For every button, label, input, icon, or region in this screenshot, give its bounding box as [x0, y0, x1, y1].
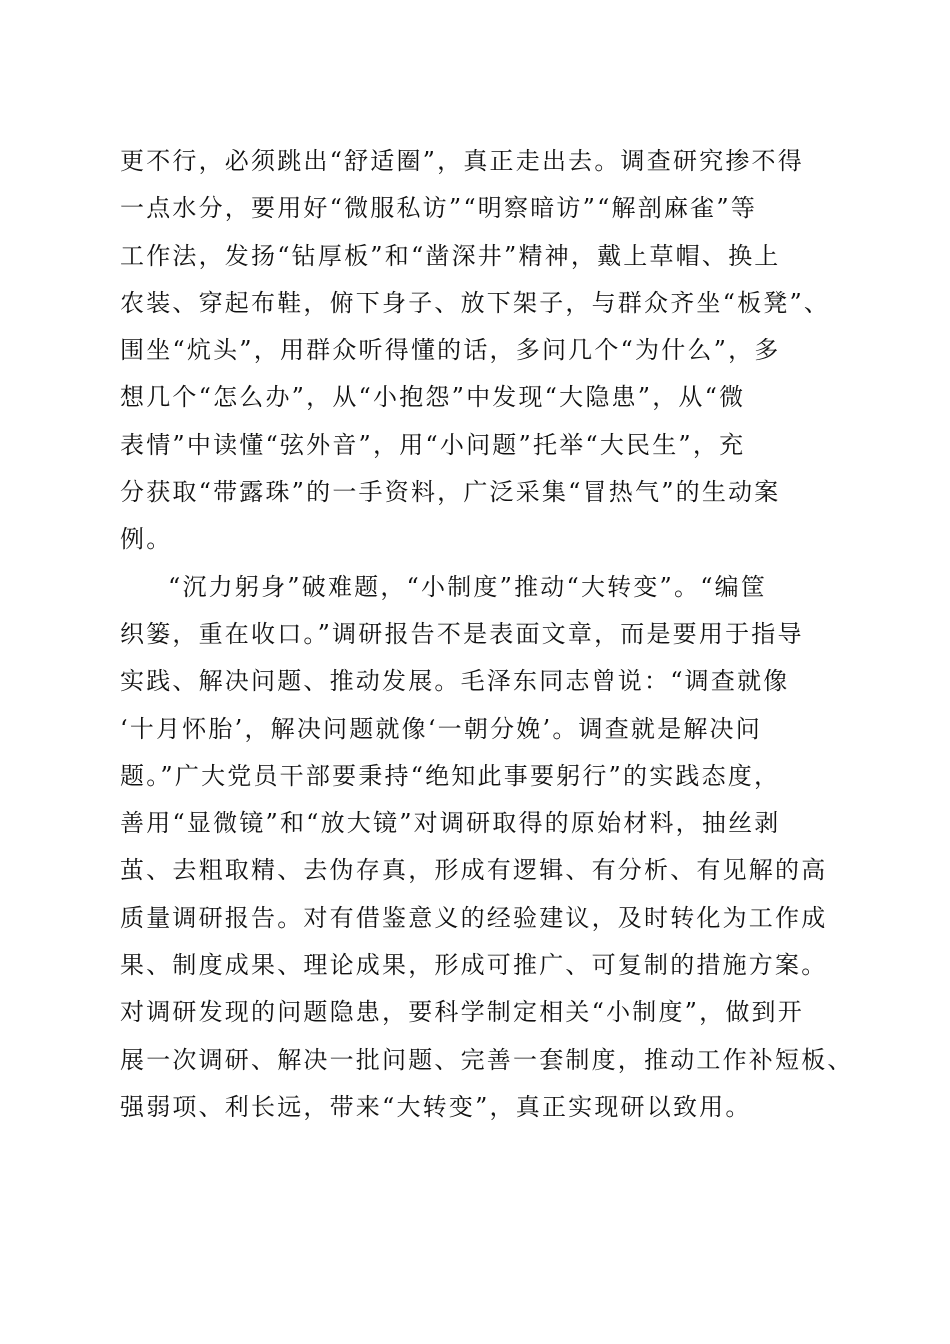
- text-line: 更不行，必须跳出“舒适圈”，真正走出去。调查研究掺不得: [120, 147, 804, 175]
- text-line: 对调研发现的问题隐患，要科学制定相关“小制度”，做到开: [120, 998, 804, 1027]
- text-line: 表情”中读懂“弦外音”，用“小问题”托举“大民生”，充: [120, 430, 746, 459]
- text-line: 果、制度成果、理论成果，形成可推广、可复制的措施方案。: [120, 951, 828, 980]
- text-line: 农装、穿起布鞋，俯下身子、放下架子，与群众齐坐“板凳”、: [120, 288, 831, 317]
- text-line: 一点水分，要用好“微服私访”“明察暗访”“解剖麻雀”等: [120, 194, 758, 223]
- text-line: 想几个“怎么办”，从“小抱怨”中发现“大隐患”，从“微: [120, 383, 746, 412]
- text-line: 展一次调研、解决一批问题、完善一套制度，推动工作补短板、: [120, 1045, 854, 1074]
- text-line: 工作法，发扬“钻厚板”和“凿深井”精神，戴上草帽、换上: [120, 241, 781, 270]
- body-text: [120, 138, 854, 1131]
- text-line: 茧、去粗取精、去伪存真，形成有逻辑、有分析、有见解的高: [120, 856, 828, 885]
- text-line: 质量调研报告。对有借鉴意义的经验建议，及时转化为工作成: [120, 903, 828, 932]
- text-line: 围坐“炕头”，用群众听得懂的话，多问几个“为什么”，多: [120, 336, 781, 365]
- text-line: 善用“显微镜”和“放大镜”对调研取得的原始材料，抽丝剥: [120, 809, 781, 838]
- paragraph-start-line: “沉力躬身”破难题，“小制度”推动“大转变”。“编筐: [168, 572, 768, 601]
- text-line: 题。”广大党员干部要秉持“绝知此事要躬行”的实践态度，: [120, 761, 781, 790]
- text-line: 强弱项、利长远，带来“大转变”，真正实现研以致用。: [120, 1092, 752, 1121]
- text-line: 例。: [120, 525, 173, 554]
- text-line: 织篓，重在收口。”调研报告不是表面文章，而是要用于指导: [120, 619, 804, 648]
- text-line: 分获取“带露珠”的一手资料，广泛采集“冒热气”的生动案: [120, 478, 781, 507]
- text-line: ‘十月怀胎’，解决问题就像‘一朝分娩’。调查就是解决问: [120, 714, 762, 743]
- text-line: 实践、解决问题、推动发展。毛泽东同志曾说：“调查就像: [120, 667, 790, 696]
